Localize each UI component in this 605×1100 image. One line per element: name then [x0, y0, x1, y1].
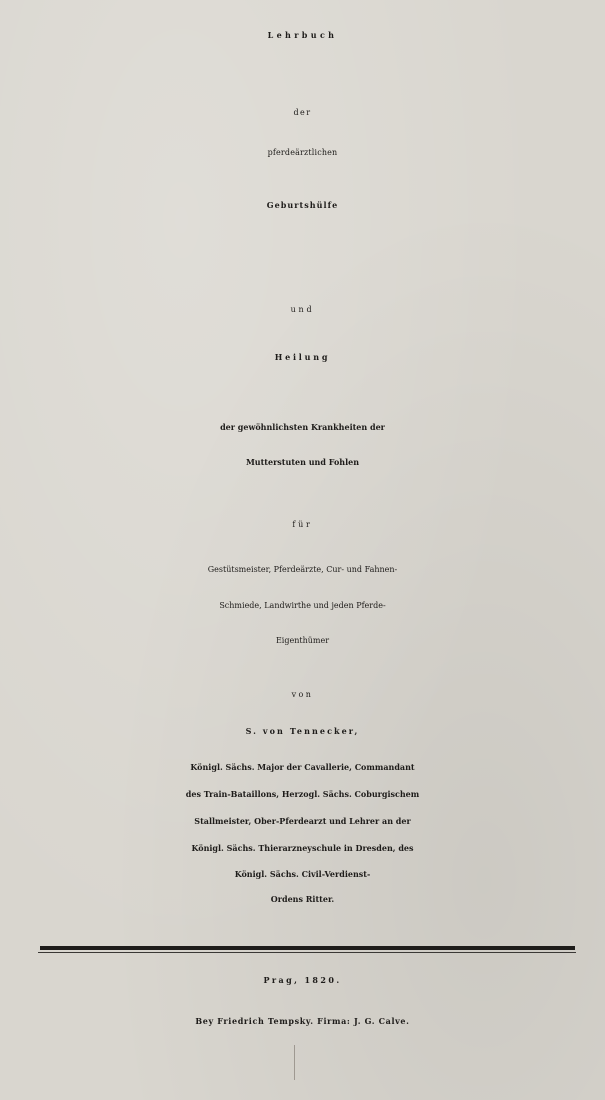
for-word: für [292, 520, 313, 529]
subtitle-line-1: der gewöhnlichsten Krankheiten der [220, 422, 385, 432]
audience-line-2: Schmiede, Landwirthe und jeden Pferde- [219, 601, 386, 610]
author-title-line: Ordens Ritter. [270, 894, 335, 904]
title-der: der [293, 108, 312, 117]
title-geburtshulfe: Geburtshülfe [266, 200, 339, 210]
title-pferdearztlichen: pferdeärztlichen [267, 148, 338, 157]
author-title-line: des Train-Bataillons, Herzogl. Sächs. Coburgischem [185, 789, 420, 799]
publisher: Bey Friedrich Tempsky. Firma: J. G. Calve. [195, 1016, 410, 1026]
author-title-line: Königl. Sächs. Major der Cavallerie, Commandant [190, 762, 415, 772]
divider-rule [40, 946, 575, 950]
title-heilung: Heilung [274, 352, 331, 362]
audience-line-3: Eigenthümer [275, 636, 330, 645]
author-title-line: Stallmeister, Ober-Pferdearzt und Lehrer an der [194, 816, 411, 826]
title-und: und [290, 305, 315, 314]
place-year: Prag, 1820. [263, 975, 342, 985]
by-word: von [291, 690, 314, 699]
divider-rule-thin [38, 952, 576, 953]
title-lehrbuch: Lehrbuch [267, 30, 338, 40]
audience-line-1: Gestütsmeister, Pferdeärzte, Cur- und Fahnen- [207, 565, 398, 574]
author-title-line: Königl. Sächs. Thierarzneyschule in Dresden, des [191, 843, 414, 853]
page-crease [294, 1045, 295, 1080]
author-title-line: Königl. Sächs. Civil-Verdienst- [234, 869, 371, 879]
author-name: S. von Tennecker, [245, 726, 360, 736]
subtitle-line-2: Mutterstuten und Fohlen [245, 457, 360, 467]
